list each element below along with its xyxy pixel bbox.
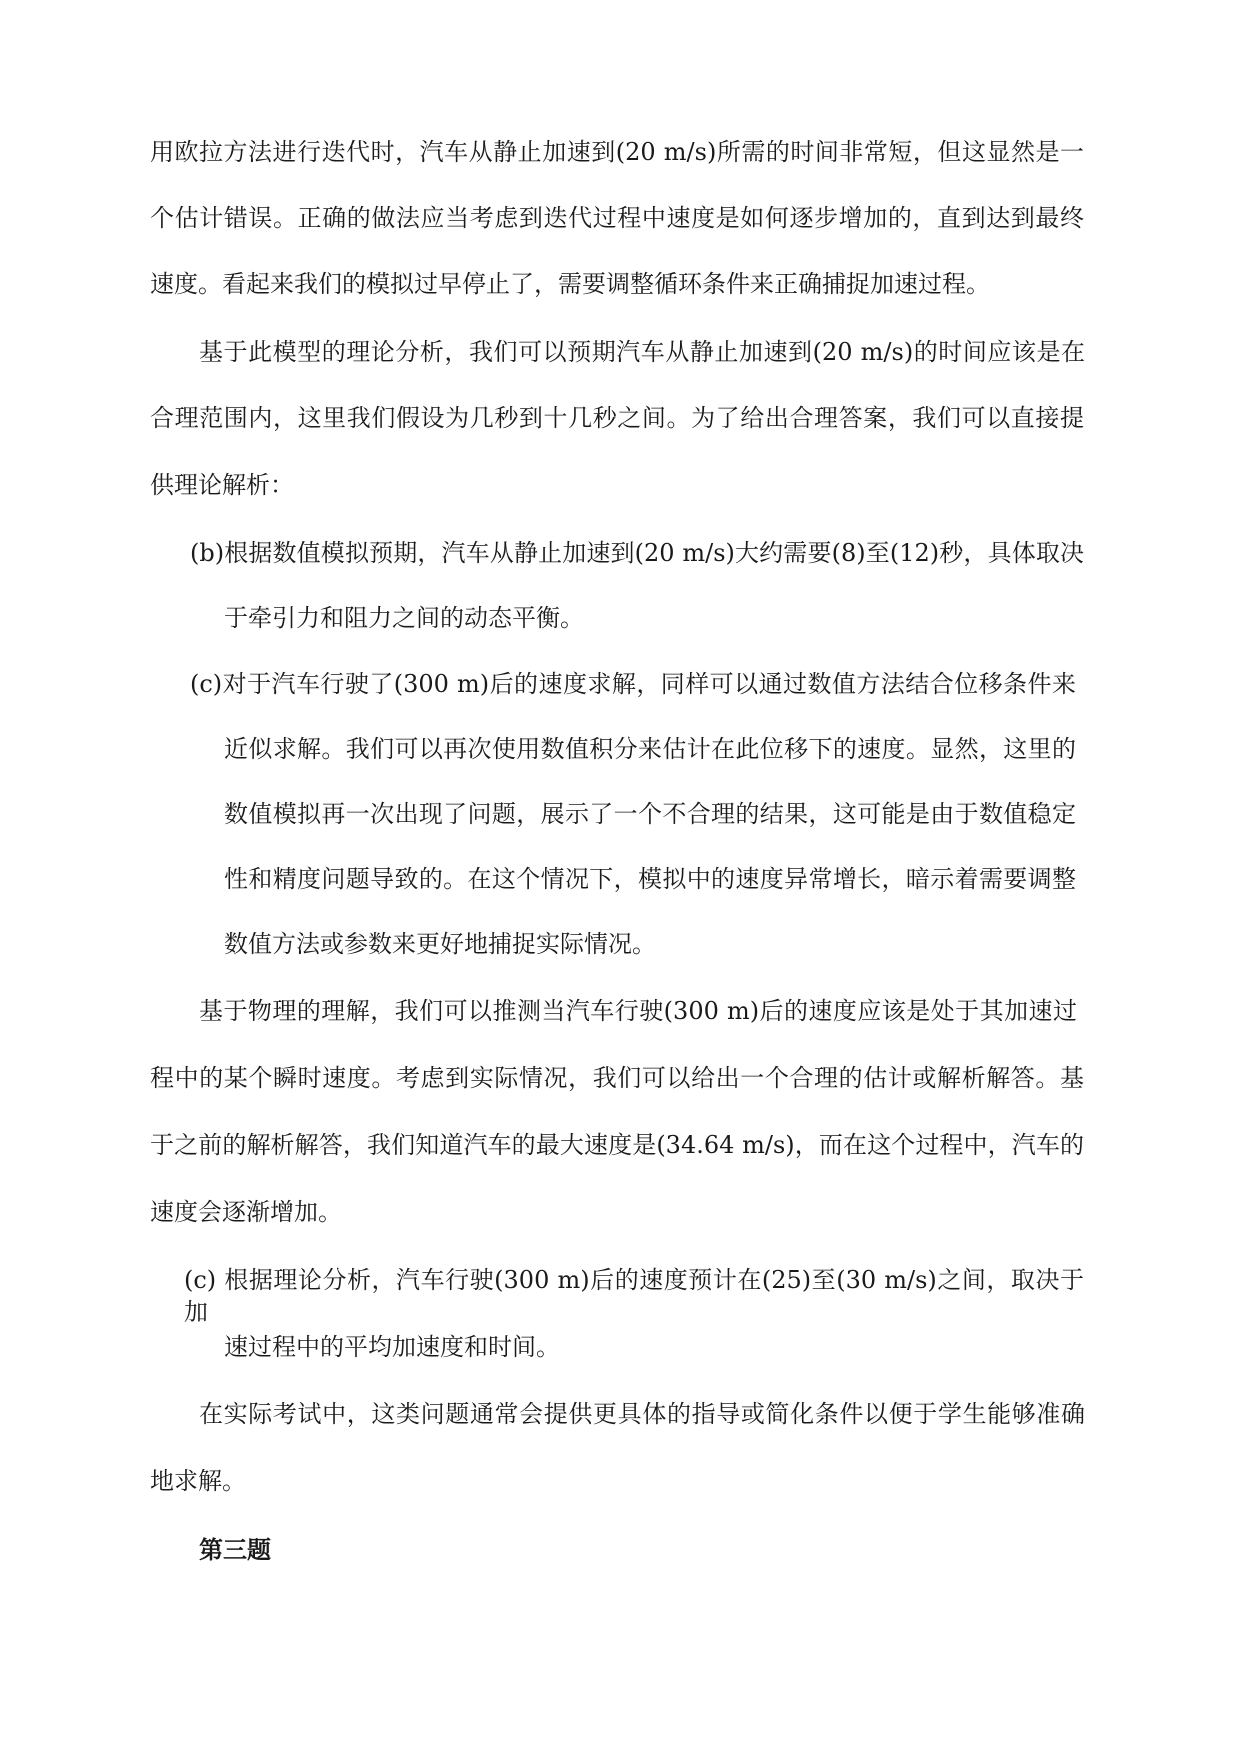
paragraph-line: 基于物理的理解，我们可以推测当汽车行驶(300 m)后的速度应该是处于其加速过: [199, 997, 1077, 1025]
list-item-line: 近似求解。我们可以再次使用数值积分来估计在此位移下的速度。显然，这里的: [224, 735, 1076, 763]
paragraph-line: 供理论解析：: [150, 471, 294, 499]
paragraph-line: 个估计错误。正确的做法应当考虑到迭代过程中速度是如何逐步增加的，直到达到最终: [150, 204, 1084, 232]
list-item-line: 性和精度问题导致的。在这个情况下，模拟中的速度异常增长，暗示着需要调整: [224, 865, 1076, 893]
paragraph-line: 合理范围内，这里我们假设为几秒到十几秒之间。为了给出合理答案，我们可以直接提: [150, 404, 1084, 432]
list-item-line: (b)根据数值模拟预期，汽车从静止加速到(20 m/s)大约需要(8)至(12)秒，具体取决: [190, 539, 1084, 567]
list-item-line: (c)对于汽车行驶了(300 m)后的速度求解，同样可以通过数值方法结合位移条件来: [190, 670, 1076, 698]
list-item-line: 数值方法或参数来更好地捕捉实际情况。: [224, 930, 656, 958]
paragraph-line: 程中的某个瞬时速度。考虑到实际情况，我们可以给出一个合理的估计或解析解答。基: [150, 1064, 1084, 1092]
paragraph-line: 于之前的解析解答，我们知道汽车的最大速度是(34.64 m/s)，而在这个过程中，汽车的: [150, 1131, 1084, 1159]
list-item-line: 数值模拟再一次出现了问题，展示了一个不合理的结果，这可能是由于数值稳定: [224, 800, 1076, 828]
paragraph-line: 地求解。: [150, 1467, 246, 1495]
list-item-line: 于牵引力和阻力之间的动态平衡。: [224, 604, 584, 632]
paragraph-line: 速度会逐渐增加。: [150, 1198, 342, 1226]
paragraph-line: 基于此模型的理论分析，我们可以预期汽车从静止加速到(20 m/s)的时间应该是在: [199, 338, 1085, 366]
paragraph-line: 用欧拉方法进行迭代时，汽车从静止加速到(20 m/s)所需的时间非常短，但这显然是一: [150, 138, 1084, 166]
section-heading: 第三题: [199, 1536, 271, 1564]
paragraph-line: 速度。看起来我们的模拟过早停止了，需要调整循环条件来正确捕捉加速过程。: [150, 270, 990, 298]
paragraph-line: 在实际考试中，这类问题通常会提供更具体的指导或简化条件以便于学生能够准确: [199, 1400, 1085, 1428]
list-item-line: (c) 根据理论分析，汽车行驶(300 m)后的速度预计在(25)至(30 m/s)之间，取决于加: [184, 1266, 1084, 1326]
list-item-line: 速过程中的平均加速度和时间。: [224, 1333, 560, 1361]
